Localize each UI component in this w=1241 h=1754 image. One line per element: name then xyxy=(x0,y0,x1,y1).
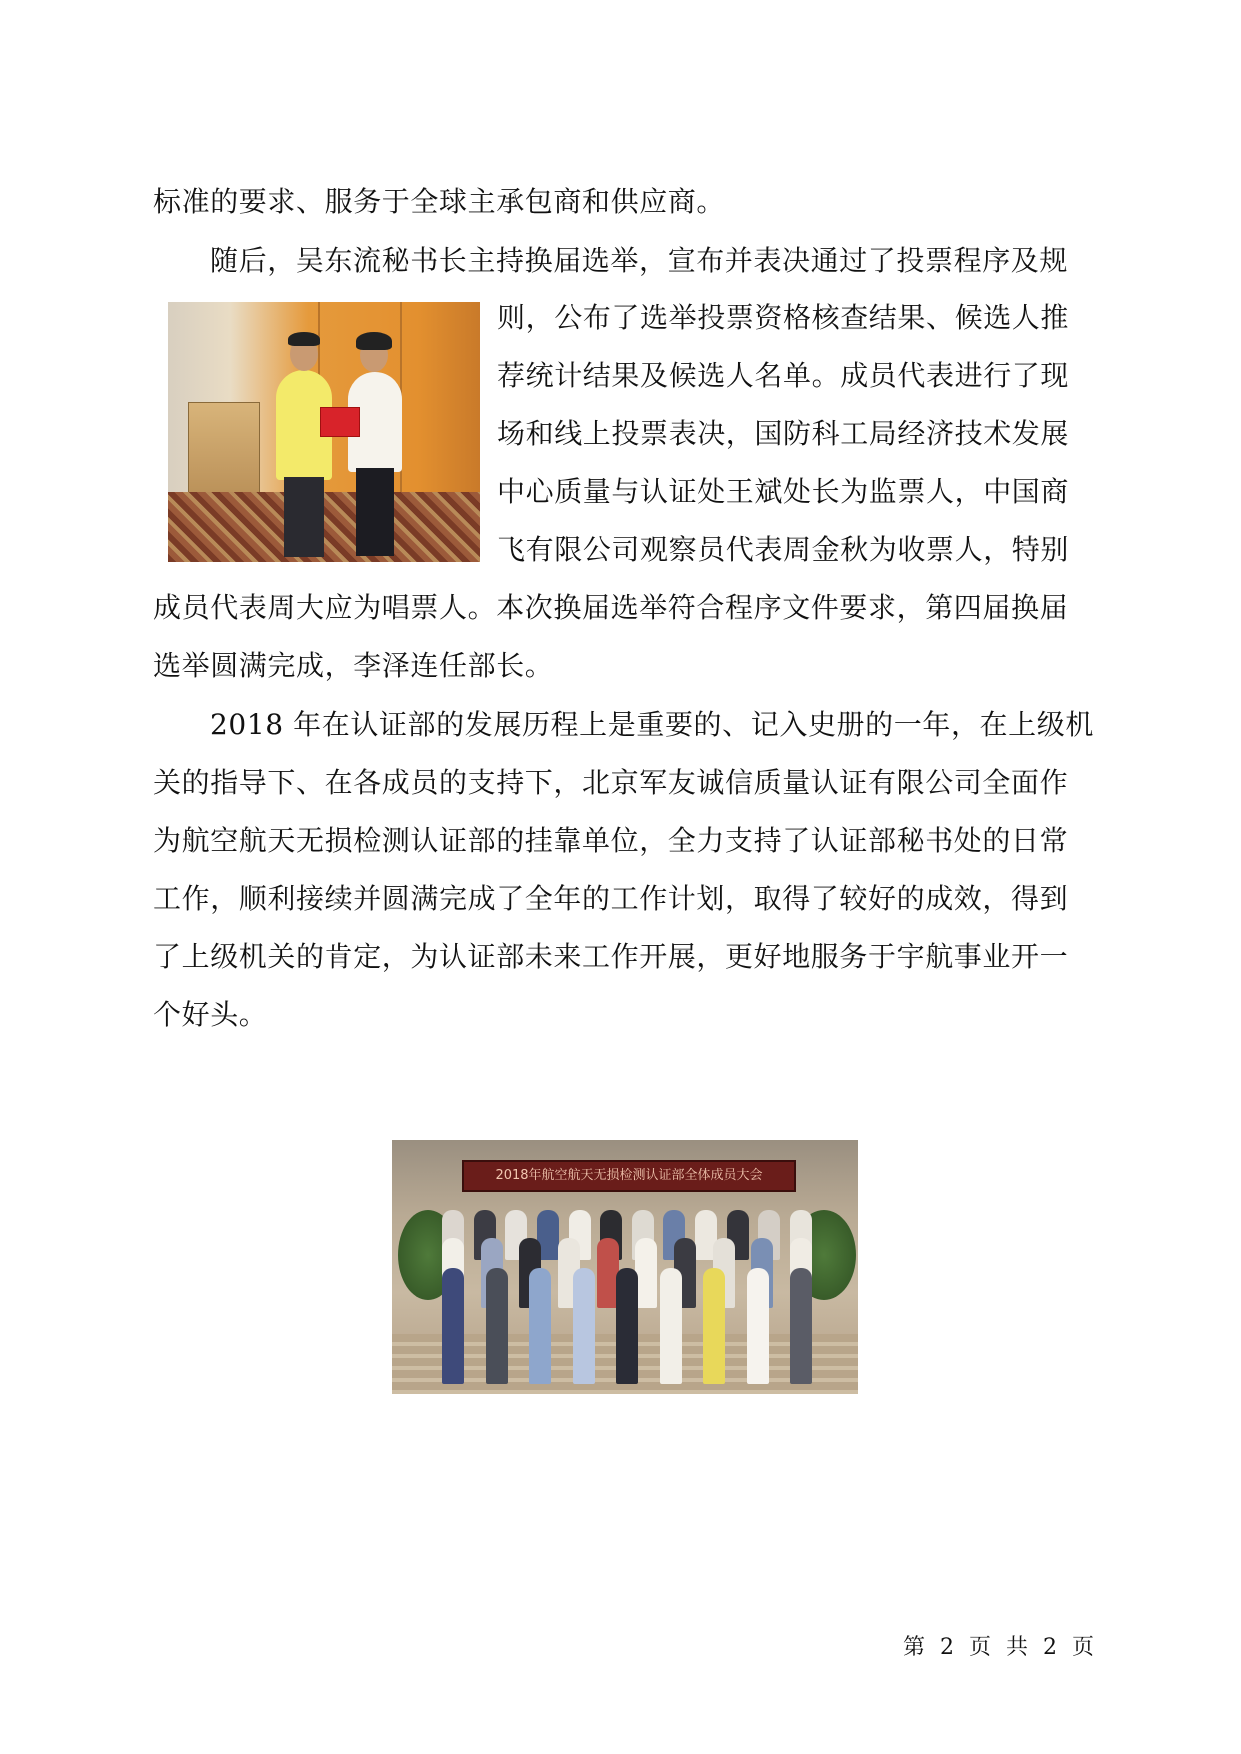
text-line: 荐统计结果及候选人名单。成员代表进行了现 xyxy=(497,359,1070,392)
text-line: 随后，吴东流秘书长主持换届选举，宣布并表决通过了投票程序及规 xyxy=(210,244,1069,277)
text-line: 2018 年在认证部的发展历程上是重要的、记入史册的一年，在上级机 xyxy=(210,708,1094,741)
text-line: 飞有限公司观察员代表周金秋为收票人，特别 xyxy=(497,533,1070,566)
meeting-banner xyxy=(462,1160,796,1192)
banner-text: 2018年航空航天无损检测认证部全体成员大会 xyxy=(495,1168,763,1183)
group-photo xyxy=(392,1140,858,1394)
text-line: 则，公布了选举投票资格核查结果、候选人推 xyxy=(497,301,1070,334)
text-line: 成员代表周大应为唱票人。本次换届选举符合程序文件要求，第四届换届 xyxy=(153,591,1069,624)
ceremony-photo xyxy=(168,302,480,562)
text-line: 选举圆满完成，李泽连任部长。 xyxy=(153,649,554,682)
text-line: 工作，顺利接续并圆满完成了全年的工作计划，取得了较好的成效，得到 xyxy=(153,882,1069,915)
certificate xyxy=(320,407,360,437)
page-number: 第 2 页 共 2 页 xyxy=(903,1635,1098,1660)
text-line: 个好头。 xyxy=(153,998,268,1031)
text-line: 标准的要求、服务于全球主承包商和供应商。 xyxy=(153,185,726,218)
text-line: 了上级机关的肯定，为认证部未来工作开展，更好地服务于宇航事业开一 xyxy=(153,940,1069,973)
text-line: 为航空航天无损检测认证部的挂靠单位，全力支持了认证部秘书处的日常 xyxy=(153,824,1069,857)
podium xyxy=(188,402,260,504)
text-line: 场和线上投票表决，国防科工局经济技术发展 xyxy=(497,417,1070,450)
text-line: 中心质量与认证处王斌处长为监票人，中国商 xyxy=(497,475,1070,508)
text-line: 关的指导下、在各成员的支持下，北京军友诚信质量认证有限公司全面作 xyxy=(153,766,1069,799)
